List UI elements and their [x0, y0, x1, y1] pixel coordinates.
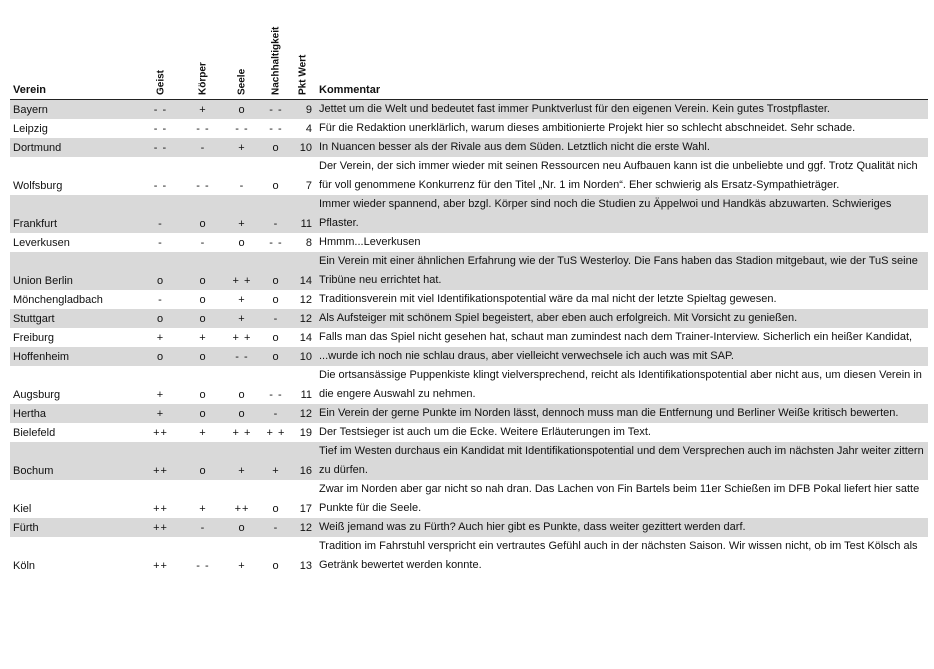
seele-rating: o [238, 237, 246, 249]
club-name: Kiel [13, 503, 32, 515]
table-row [10, 195, 928, 233]
comment-text: Jettet um die Welt und bedeutet fast immer Punktverlust für den eigenen Verein. Kein gutes Trostpflaster. [315, 100, 928, 120]
table-row [10, 480, 928, 518]
nachhaltigkeit-rating: o [272, 294, 280, 306]
points-value: 4 [305, 123, 312, 135]
geist-rating: ++ [153, 560, 168, 572]
geist-rating: - [138, 195, 183, 233]
koerper-rating: o [183, 252, 223, 290]
table-row [10, 404, 928, 423]
club-name: Mönchengladbach [13, 294, 103, 306]
table-row [10, 442, 928, 480]
seele-rating: + + [223, 252, 261, 290]
table-row [10, 328, 928, 347]
geist-rating: - - [153, 123, 168, 135]
nachhaltigkeit-rating: o [272, 503, 280, 515]
geist-rating: - - [153, 180, 168, 192]
seele-rating: o [223, 100, 261, 120]
koerper-rating: - [200, 237, 206, 249]
comment-text: Der Verein, der sich immer wieder mit seinen Ressourcen neu Aufbauen kann ist die unbeliebte und ggf. Trotz Qualität nich für voll genommene Konkurrenz für den Titel „Nr. 1 im Norden“. Eher schwierig als Ersatz-Sympathieträger. [319, 160, 918, 191]
header-kommentar: Kommentar [315, 0, 928, 100]
nachhaltigkeit-rating: - - [269, 123, 283, 135]
koerper-rating: + [199, 503, 207, 515]
comment-text: Tradition im Fahrstuhl verspricht ein vertrautes Gefühl auch in der nächsten Saison. Wir wissen nicht, ob im Test Kölsch als Getränk bewertet werden konnte. [319, 540, 918, 571]
comment-text: Tief im Westen durchaus ein Kandidat mit Identifikationspotential und dem Versprechen auch im nächsten Jahr weiter zittern zu dürfen. [315, 442, 928, 480]
koerper-rating: - - [196, 560, 210, 572]
nachhaltigkeit-rating: o [272, 332, 280, 344]
club-name: Frankfurt [10, 195, 138, 233]
comment-text: Falls man das Spiel nicht gesehen hat, schaut man zumindest nach dem Trainer-Interview. Sicherlich ein heißer Kandidat, [319, 331, 913, 343]
table-body [10, 100, 928, 576]
geist-rating: o [138, 252, 183, 290]
header-row [10, 0, 928, 100]
ranking-table [10, 0, 928, 575]
points-value: 14 [299, 332, 312, 344]
seele-rating: + + [232, 427, 252, 439]
seele-rating: o [223, 404, 261, 423]
geist-rating: o [138, 347, 183, 366]
nachhaltigkeit-rating: - [261, 518, 291, 537]
koerper-rating: + [199, 332, 207, 344]
geist-rating: - - [138, 100, 183, 120]
points-value: 7 [305, 180, 312, 192]
geist-rating: ++ [138, 442, 183, 480]
comment-text: Ein Verein der gerne Punkte im Norden lässt, dennoch muss man die Entfernung und Berliner Weiße kritisch bewerten. [315, 404, 928, 423]
points-value: 13 [299, 560, 312, 572]
comment-text: Ein Verein mit einer ähnlichen Erfahrung wie der TuS Westerloy. Die Fans haben das Stadion mitgebaut, wie der TuS seine Tribüne neu errichtet hat. [315, 252, 928, 290]
koerper-rating: o [199, 294, 207, 306]
club-name: Bielefeld [13, 427, 56, 439]
koerper-rating: - - [196, 180, 210, 192]
club-name: Köln [13, 560, 36, 572]
club-name: Freiburg [13, 332, 54, 344]
comment-text: ...wurde ich noch nie schlau draus, aber vielleicht verwechsele ich auch was mit SAP. [315, 347, 928, 366]
comment-text: Traditionsverein mit viel Identifikationspotential wäre da mal nicht der letzte Spieltag gewesen. [319, 293, 777, 305]
points-value: 12 [291, 518, 315, 537]
geist-rating: + [156, 389, 165, 401]
seele-rating: - [239, 180, 245, 192]
seele-rating: + [223, 442, 261, 480]
header-koerper: Körper [183, 0, 223, 100]
comment-text: Als Aufsteiger mit schönem Spiel begeistert, aber eben auch erfolgreich. Mit Vorsicht zu genießen. [315, 309, 928, 328]
nachhaltigkeit-rating: - [261, 195, 291, 233]
koerper-rating: - - [196, 123, 210, 135]
geist-rating: ++ [138, 518, 183, 537]
seele-rating: - - [223, 347, 261, 366]
nachhaltigkeit-rating: - - [269, 237, 283, 249]
header-geist: Geist [138, 0, 183, 100]
seele-rating: ++ [234, 503, 250, 515]
nachhaltigkeit-rating: - [261, 404, 291, 423]
header-nachhaltigkeit: Nachhaltigkeit [261, 0, 291, 100]
geist-rating: ++ [153, 503, 168, 515]
geist-rating: + [138, 404, 183, 423]
nachhaltigkeit-rating: - [261, 309, 291, 328]
table-row [10, 119, 928, 138]
koerper-rating: o [183, 309, 223, 328]
club-name: Bochum [10, 442, 138, 480]
seele-rating: + [238, 560, 246, 572]
table-row [10, 252, 928, 290]
geist-rating: - [158, 237, 163, 249]
header-verein: Verein [10, 0, 138, 100]
header-seele: Seele [223, 0, 261, 100]
points-value: 10 [291, 347, 315, 366]
table-row [10, 347, 928, 366]
koerper-rating: o [183, 442, 223, 480]
header-pkt-wert: Pkt Wert [291, 0, 315, 100]
points-value: 8 [305, 237, 312, 249]
club-name: Augsburg [13, 389, 61, 401]
points-value: 12 [291, 309, 315, 328]
koerper-rating: + [199, 427, 207, 439]
table-row [10, 138, 928, 157]
comment-text: Hmmm...Leverkusen [319, 236, 421, 248]
seele-rating: + [223, 138, 261, 157]
table-row [10, 290, 928, 309]
geist-rating: + [156, 332, 165, 344]
comment-text: Für die Redaktion unerklärlich, warum dieses ambitionierte Projekt hier so schlecht abschneidet. Sehr schade. [319, 122, 856, 134]
geist-rating: o [138, 309, 183, 328]
club-name: Leipzig [13, 123, 48, 135]
seele-rating: o [238, 389, 246, 401]
comment-text: Der Testsieger ist auch um die Ecke. Weitere Erläuterungen im Text. [319, 426, 651, 438]
nachhaltigkeit-rating: o [261, 347, 291, 366]
nachhaltigkeit-rating: o [272, 180, 280, 192]
nachhaltigkeit-rating: o [272, 560, 280, 572]
points-value: 10 [291, 138, 315, 157]
nachhaltigkeit-rating: - - [269, 389, 283, 401]
seele-rating: + [223, 195, 261, 233]
seele-rating: + [223, 309, 261, 328]
seele-rating: + [238, 294, 246, 306]
seele-rating: o [223, 518, 261, 537]
comment-text: Zwar im Norden aber gar nicht so nah dran. Das Lachen von Fin Bartels beim 11er Schießen im DFB Pokal liefert hier satte Punkte für die Seele. [319, 483, 920, 514]
koerper-rating: o [183, 404, 223, 423]
nachhaltigkeit-rating: o [261, 252, 291, 290]
table-row [10, 233, 928, 252]
points-value: 12 [291, 404, 315, 423]
club-name: Bayern [10, 100, 138, 120]
club-name: Wolfsburg [13, 180, 63, 192]
table-row [10, 366, 928, 404]
koerper-rating: o [183, 347, 223, 366]
club-name: Stuttgart [10, 309, 138, 328]
comment-text: Die ortsansässige Puppenkiste klingt vielversprechend, reicht als Identifikationspotential aber nicht aus, um diesen Verein in die engere Auswahl zu nehmen. [319, 369, 922, 400]
nachhaltigkeit-rating: + + [266, 427, 286, 439]
club-name: Leverkusen [13, 237, 70, 249]
points-value: 17 [299, 503, 312, 515]
points-value: 12 [299, 294, 312, 306]
table-row [10, 100, 928, 120]
table-row [10, 518, 928, 537]
points-value: 9 [291, 100, 315, 120]
comment-text: Weiß jemand was zu Fürth? Auch hier gibt es Punkte, dass weiter gezittert werden darf. [315, 518, 928, 537]
points-value: 16 [291, 442, 315, 480]
koerper-rating: - [183, 518, 223, 537]
table-row [10, 309, 928, 328]
club-name: Hoffenheim [10, 347, 138, 366]
koerper-rating: o [183, 195, 223, 233]
points-value: 14 [291, 252, 315, 290]
club-name: Hertha [10, 404, 138, 423]
table-row [10, 423, 928, 442]
points-value: 11 [291, 195, 315, 233]
seele-rating: - - [235, 123, 249, 135]
nachhaltigkeit-rating: + [261, 442, 291, 480]
geist-rating: ++ [153, 427, 168, 439]
points-value: 19 [299, 427, 312, 439]
nachhaltigkeit-rating: o [261, 138, 291, 157]
koerper-rating: o [199, 389, 207, 401]
club-name: Dortmund [10, 138, 138, 157]
koerper-rating: - [183, 138, 223, 157]
seele-rating: + + [232, 332, 252, 344]
table-row [10, 157, 928, 195]
points-value: 11 [300, 389, 312, 401]
koerper-rating: + [183, 100, 223, 120]
club-name: Fürth [10, 518, 138, 537]
geist-rating: - [158, 294, 163, 306]
club-name: Union Berlin [10, 252, 138, 290]
geist-rating: - - [138, 138, 183, 157]
table-row [10, 537, 928, 575]
comment-text: In Nuancen besser als der Rivale aus dem Süden. Letztlich nicht die erste Wahl. [315, 138, 928, 157]
comment-text: Immer wieder spannend, aber bzgl. Körper sind noch die Studien zu Äppelwoi und Handkäs abzuwarten. Schwieriges Pflaster. [315, 195, 928, 233]
nachhaltigkeit-rating: - - [261, 100, 291, 120]
